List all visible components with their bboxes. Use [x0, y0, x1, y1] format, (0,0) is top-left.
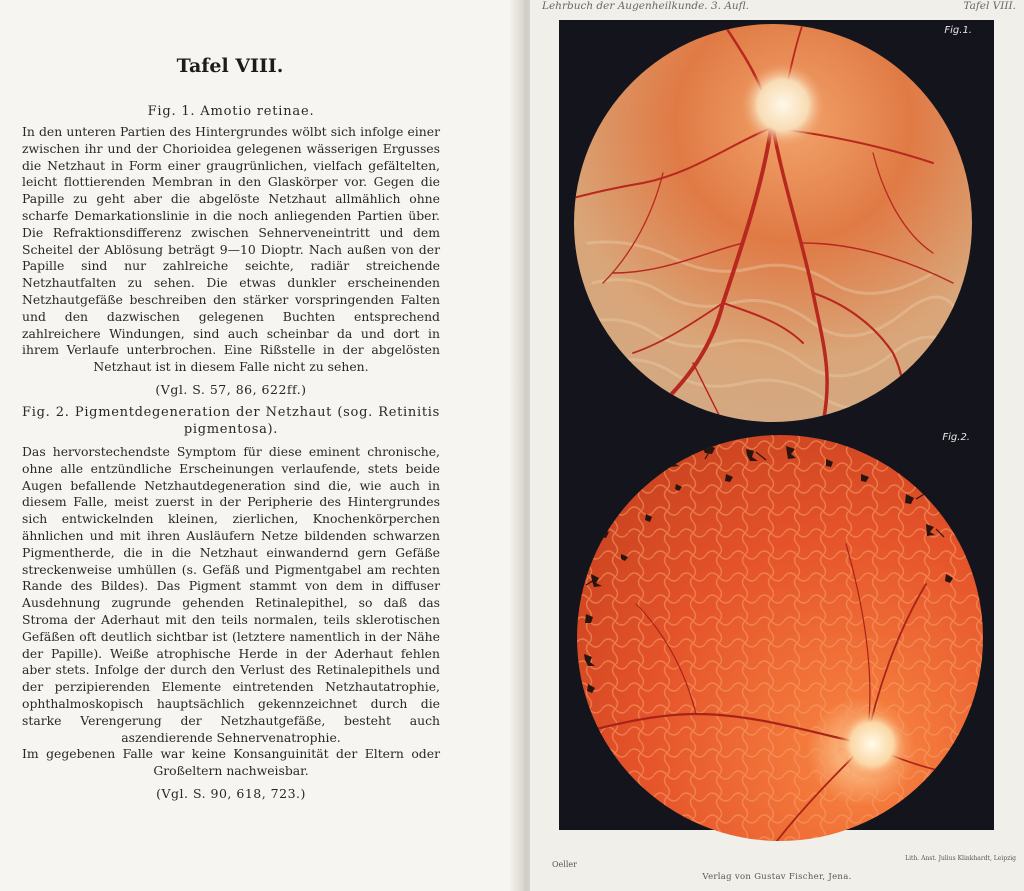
fig2-heading: Fig. 2. Pigmentdegeneration der Netzhaut (sog. Retinitis pigmentosa). [22, 405, 440, 437]
artist-credit: Oeller [552, 860, 577, 869]
fig1-text: In den unteren Partien des Hintergrundes wölbt sich infolge einer zwischen ihr und der Chorioidea gelegenen wässerigen Ergusses die Netzhaut in Form einer graugrünlichen, vielfach gefältelten, leicht flottierenden Membran in den Glaskörper vor. Gegen die Papille zu geht aber die abgelöste Netzhaut allmählich ohne scharfe Demarkationslinie in die noch anliegenden Partien über. Die Refraktionsdifferenz zwischen Sehnerveneintritt und dem Scheitel der Ablösung beträgt 9—10 Dioptr. Nach außen von der Papille sind nur zahlreiche seichte, radiär streichende Netzhautfalten zu sehen. Die etwas dunkler erscheinenden Netzhautgefäße beschreiben den stärker vorspringenden Falten und den dazwischen gelegenen Buchten entsprechend zahlreichere Windungen, sind auch scheinbar da und dort in ihrem Verlaufe unterbrochen. Eine Rißstelle in der abgelösten Netzhaut ist in diesem Falle nicht zu sehen. [22, 124, 440, 375]
fig1-description [22, 104, 440, 397]
fig2-text-note: Im gegebenen Falle war keine Konsanguinität der Eltern oder Großeltern nachweisbar. [22, 746, 440, 779]
publisher-line: Verlag von Gustav Fischer, Jena. [702, 872, 852, 882]
fundus-retinitis-pigmentosa-illustration [576, 434, 984, 842]
fig1-reference: (Vgl. S. 57, 86, 622ff.) [155, 381, 307, 397]
plate-label: Tafel VIII. [963, 0, 1016, 12]
fig2-reference: (Vgl. S. 90, 618, 723.) [156, 785, 306, 801]
right-page [530, 0, 1024, 891]
fundus-detached-retina-illustration [573, 23, 973, 423]
lithographer-credit: Lith. Anst. Julius Klinkhardt, Leipzig [905, 855, 1016, 862]
fig1-label: Fig.1. [944, 25, 972, 36]
fig2-label: Fig.2. [942, 432, 970, 443]
running-head: Lehrbuch der Augenheilkunde. 3. Aufl. [542, 0, 750, 12]
plate-panel [559, 20, 994, 830]
plate-title: Tafel VIII. [176, 55, 284, 77]
fig2-description [22, 404, 440, 801]
fig1-caption: Fig. 1. Amotio retinae. [147, 104, 315, 119]
fig2-text: Das hervorstechendste Symptom für diese eminent chronische, ohne alle entzündliche Erscheinungen verlaufende, stets beide Augen befallende Netzhautdegeneration sind die, wie auch in diesem Falle, meist zuerst in der Peripherie des Hintergrundes sich entwickelnden kleinen, zierlichen, Knochenkörperchen ähnlichen und mit ihren Ausläufern Netze bildenden schwarzen Pigmentherde, die in die Netzhaut einwandernd gern Gefäße streckenweise umhüllen (s. Gefäß und Pigmentgabel am rechten Rande des Bildes). Das Pigment stammt von dem in diffuser Ausdehnung zugrunde gehenden Retinalepithel, so daß das Stroma der Aderhaut mit den teils normalen, teils sklerotischen Gefäßen oft deutlich sichtbar ist (letztere namentlich in der Nähe der Papille). Weiße atrophische Herde in der Aderhaut fehlen aber stets. Infolge der durch den Verlust des Retinalepithels und der perzipierenden Elemente eintretenden Netzhautatrophie, ophthalmoskopisch hauptsächlich gekennzeichnet durch die starke Verengerung der Netzhautgefäße, besteht auch aszendierende Sehnervenatrophie. [22, 444, 440, 745]
